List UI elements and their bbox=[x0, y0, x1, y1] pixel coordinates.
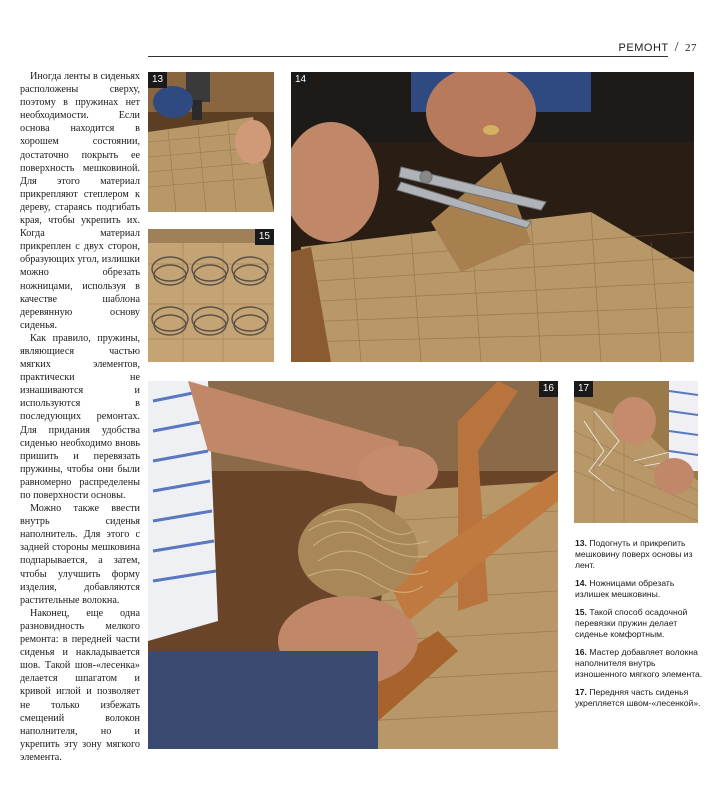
photo-17-number: 17 bbox=[574, 381, 593, 397]
caption-13: 13. Подогнуть и прикрепить мешковину поверх основы из лент. bbox=[575, 538, 693, 570]
photo-14 bbox=[291, 72, 694, 362]
photo-14-illustration bbox=[291, 72, 694, 362]
body-text-column bbox=[20, 70, 140, 764]
captions-block bbox=[575, 538, 703, 716]
photo-15-illustration bbox=[148, 229, 274, 362]
photo-15-number: 15 bbox=[255, 229, 274, 245]
paragraph-2: Как правило, пружины, являющиеся частью мягких элементов, практически не изнашиваются и используются в последующих ремонтах. Для придания удобства сиденью необходимо вновь пришить и перевязать пружины, чтобы они были равномерно распределены по поверхности основы. bbox=[20, 332, 140, 501]
photo-13 bbox=[148, 72, 274, 212]
caption-15: 15. Такой способ осадочной перевязки пружин делает сиденье комфортным. bbox=[575, 607, 688, 639]
header-rule bbox=[148, 56, 668, 57]
running-header bbox=[619, 40, 697, 56]
caption-16: 16. Мастер добавляет волокна наполнителя внутрь изношенного мягкого элемента. bbox=[575, 647, 703, 679]
paragraph-4: Наконец, еще одна разновидность мелкого ремонта: в передней части сиденья и накладывается шов. Такой шов-«лесенка» делается шпагатом и кривой иглой и позволяет не только избежать смещений волокон наполнителя, но и укрепить эту зону мягкого элемента. bbox=[20, 607, 140, 763]
paragraph-3: Можно также ввести внутрь сиденья наполнитель. Для этого с задней стороны мешковина подпарывается, а затем, чтобы улучшить форму изделия, добавляются растительные волокна. bbox=[20, 503, 140, 606]
photo-16 bbox=[148, 381, 558, 749]
photo-17 bbox=[574, 381, 698, 523]
photo-14-number: 14 bbox=[291, 72, 310, 88]
caption-14: 14. Ножницами обрезать излишек мешковины. bbox=[575, 578, 675, 599]
photo-17-illustration bbox=[574, 381, 698, 523]
header-slash: / bbox=[674, 40, 679, 55]
page-number: 27 bbox=[685, 42, 697, 54]
paragraph-1: Иногда ленты в сиденьях расположены сверху, поэтому в пружинах нет необходимости. Если основа находится в хорошем состоянии, достаточно покрыть ее поверхность мешковиной. Для этого материал прикрепляют степлером к дереву, стараясь подгибать края, чтобы укрепить их. Когда материал прикреплен с двух сторон, образующих угол, излишки можно обрезать ножницами, используя в качестве шаблона деревянную основу сиденья. bbox=[20, 71, 140, 331]
photo-16-number: 16 bbox=[539, 381, 558, 397]
photo-13-number: 13 bbox=[148, 72, 167, 88]
photo-15 bbox=[148, 229, 274, 362]
photo-16-illustration bbox=[148, 381, 558, 749]
caption-17: 17. Передняя часть сиденья укрепляется швом-«лесенкой». bbox=[575, 687, 701, 708]
section-title: РЕМОНТ bbox=[618, 42, 669, 54]
photo-13-illustration bbox=[148, 72, 274, 212]
